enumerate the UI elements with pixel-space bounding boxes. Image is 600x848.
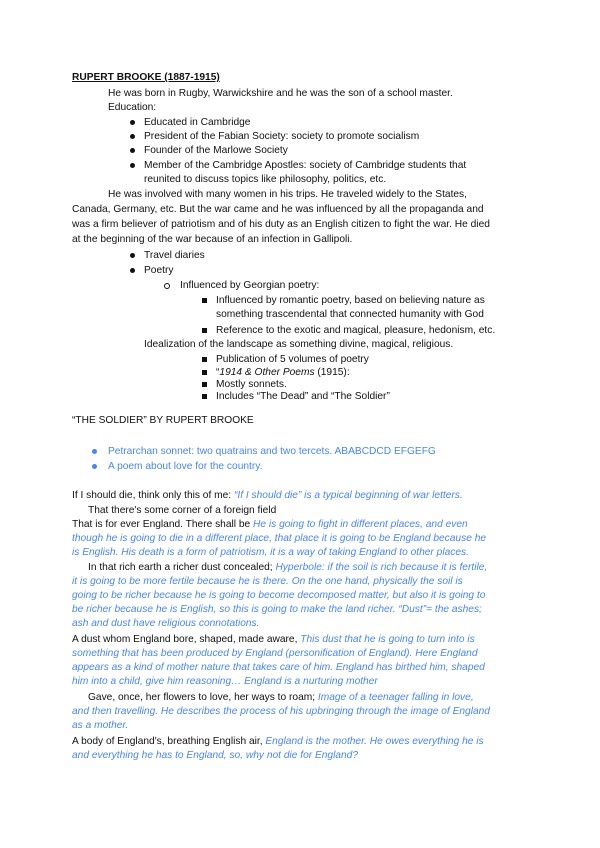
note-item: A poem about love for the country. xyxy=(108,461,263,472)
education-label: Education: xyxy=(108,102,157,113)
list-item: Poetry xyxy=(144,265,174,276)
bullet-square-icon xyxy=(202,328,207,333)
list-item-continuation: reunited to discuss topics like philosophy, politics, etc. xyxy=(144,174,387,185)
annotation-continuation: it is going to be more fertile because he is there. On the one hand, physically the soil is xyxy=(72,576,463,587)
bullet-square-icon xyxy=(202,370,207,375)
bullet-dot-icon xyxy=(130,253,135,258)
annotation: He is going to fight in different places, and even xyxy=(253,519,468,530)
poem-line-6 xyxy=(88,691,474,704)
poem-text: In that rich earth a richer dust concealed; xyxy=(88,562,273,573)
list-item: President of the Fabian Society: society to promote socialism xyxy=(144,131,420,142)
bullet-square-icon xyxy=(202,394,207,399)
georgian-heading: Influenced by Georgian poetry: xyxy=(180,280,320,291)
bullet-dot-icon xyxy=(130,163,135,168)
quote-mark: “ xyxy=(216,367,220,378)
poem-text: Gave, once, her flowers to love, her ways to roam; xyxy=(88,692,316,703)
book-year: (1915): xyxy=(314,367,350,378)
poem-text: If I should die, think only this of me: xyxy=(72,490,232,501)
bullet-dot-icon xyxy=(130,268,135,273)
list-item: Includes “The Dead” and “The Soldier” xyxy=(216,391,390,402)
list-item: Founder of the Marlowe Society xyxy=(144,145,288,156)
list-item-continuation: something trascendental that connected humanity with God xyxy=(216,309,484,320)
list-item: Travel diaries xyxy=(144,250,205,261)
paragraph-line: was a firm believer of patriotism and of his duty as an English citizen to fight the war. He died xyxy=(72,219,490,230)
bullet-dot-icon xyxy=(92,464,97,469)
poem-line-5 xyxy=(72,633,475,646)
poem-line-3 xyxy=(72,518,468,531)
poem-line-2: That there's some corner of a foreign field xyxy=(88,505,277,516)
bullet-circle-icon xyxy=(164,283,170,289)
list-item: Publication of 5 volumes of poetry xyxy=(216,354,369,365)
annotation: “If I should die” is a typical beginning of war letters. xyxy=(233,490,463,501)
poem-line-1 xyxy=(72,489,463,502)
list-item: Mostly sonnets. xyxy=(216,379,287,390)
annotation-continuation: and then travelling. He describes the process of his upbringing through the image of England xyxy=(72,706,490,717)
paragraph-line: Canada, Germany, etc. But the war came and he was influenced by all the propaganda and xyxy=(72,204,484,215)
list-item: Reference to the exotic and magical, pleasure, hedonism, etc. xyxy=(216,325,496,336)
bio-intro: He was born in Rugby, Warwickshire and he was the son of a school master. xyxy=(108,88,453,99)
annotation-continuation: be richer because he is English, so this is going to make the land richer. “Dust”= the ashes; xyxy=(72,604,482,615)
list-item: Educated in Cambridge xyxy=(144,117,251,128)
paragraph-line: He was involved with many women in his trips. He traveled widely to the States, xyxy=(108,189,467,200)
annotation-continuation: something that has been produced by England (personification of England). Here England xyxy=(72,648,478,659)
annotation-continuation: though he is going to die in a different place, that place it is going to be England because he xyxy=(72,533,487,544)
bullet-square-icon xyxy=(202,298,207,303)
poem-text: A body of England's, breathing English air, xyxy=(72,736,263,747)
annotation-continuation: as a mother. xyxy=(72,720,129,731)
annotation-continuation: him into a child, give him reasoning… England is a nurturing mother xyxy=(72,676,378,687)
annotation: This dust that he is going to turn into is xyxy=(300,634,475,645)
poem-text: A dust whom England bore, shaped, made aware, xyxy=(72,634,298,645)
note-item: Petrarchan sonnet: two quatrains and two tercets. ABABCDCD EFGEFG xyxy=(108,446,436,457)
bullet-dot-icon xyxy=(130,134,135,139)
poem-line-7 xyxy=(72,735,484,748)
bullet-dot-icon xyxy=(92,449,97,454)
bullet-dot-icon xyxy=(130,148,135,153)
bullet-square-icon xyxy=(202,357,207,362)
annotation-continuation: ash and dust have religious connotations. xyxy=(72,618,260,629)
bio-title: RUPERT BROOKE (1887-1915) xyxy=(72,72,220,83)
book-title: 1914 & Other Poems xyxy=(219,367,315,378)
annotation: Hyperbole: if the soil is rich because it is fertile, xyxy=(275,562,488,573)
poem-line-4 xyxy=(88,561,487,574)
idealization-line: Idealization of the landscape as something divine, magical, religious. xyxy=(144,339,454,350)
annotation-continuation: is English. His death is a form of patriotism, it is a way of taking England to other places. xyxy=(72,547,469,558)
annotation-continuation: and everything he has to England, so, why not die for England? xyxy=(72,750,359,761)
list-item: Influenced by romantic poetry, based on believing nature as xyxy=(216,295,485,306)
bullet-square-icon xyxy=(202,382,207,387)
list-item: Member of the Cambridge Apostles: society of Cambridge students that xyxy=(144,160,467,171)
annotation-continuation: going to be richer because he is going to become decomposed matter, but also it is going to xyxy=(72,590,486,601)
annotation: England is the mother. He owes everything he is xyxy=(265,736,484,747)
bullet-dot-icon xyxy=(130,120,135,125)
soldier-heading: “THE SOLDIER” BY RUPERT BROOKE xyxy=(72,415,254,426)
annotation: Image of a teenager falling in love, xyxy=(317,692,474,703)
poem-text: That is for ever England. There shall be xyxy=(72,519,251,530)
annotation-continuation: appears as a kind of mother nature that takes care of him. England has birthed him, shaped xyxy=(72,662,485,673)
paragraph-line: at the beginning of the war because of an infection in Gallipoli. xyxy=(72,234,353,245)
